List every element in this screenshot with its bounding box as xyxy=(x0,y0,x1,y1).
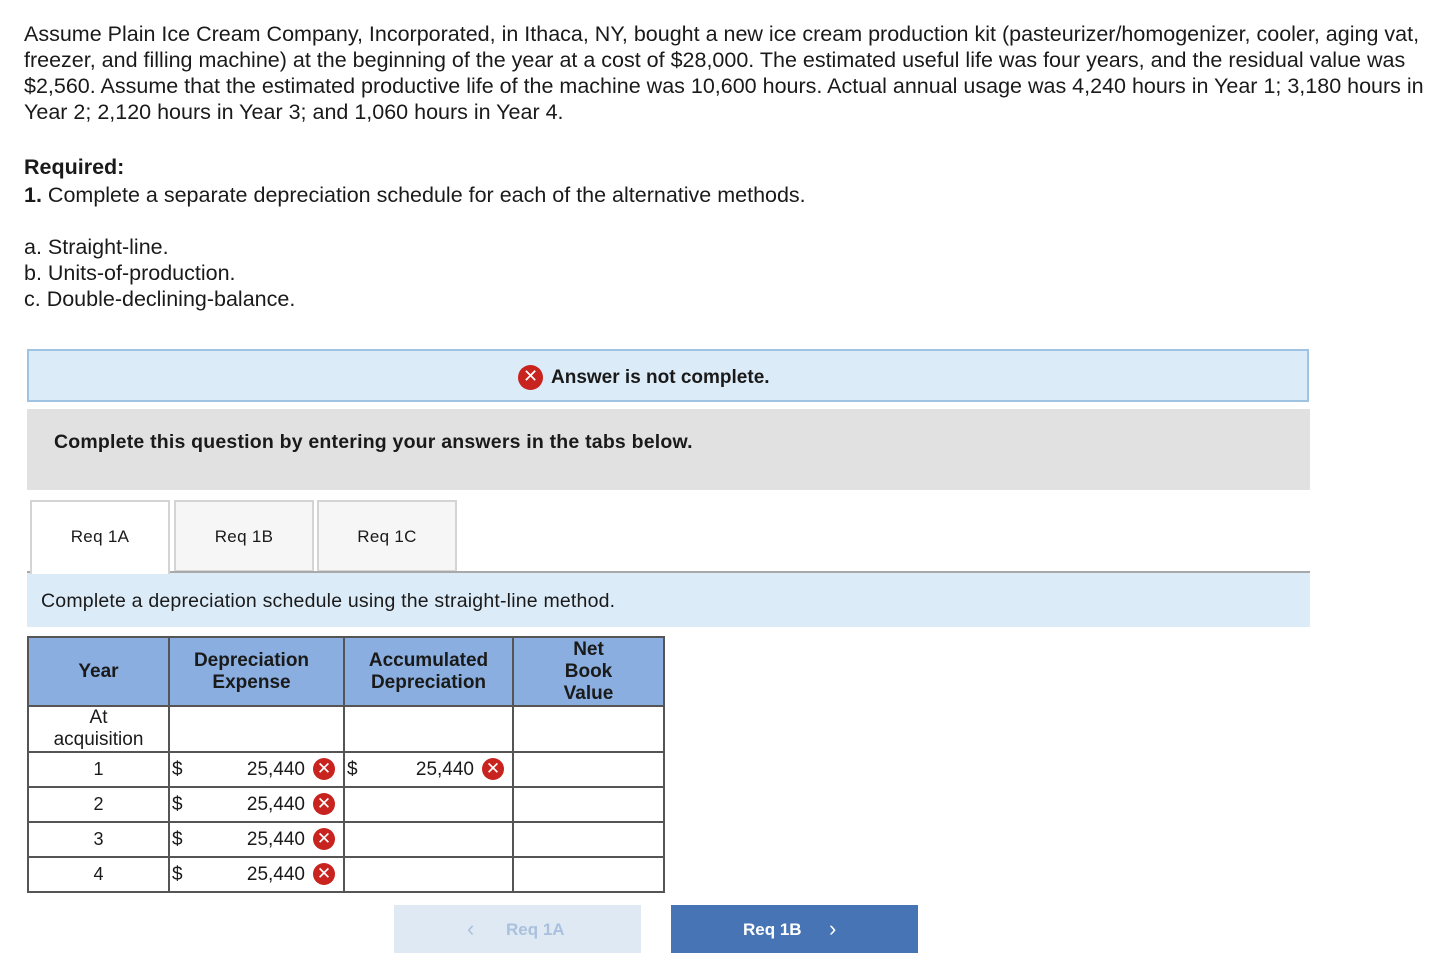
error-x-icon: ✕ xyxy=(313,863,335,885)
required-item xyxy=(24,183,806,208)
tab-req-1c[interactable]: Req 1C xyxy=(317,500,457,572)
required-number: 1. xyxy=(24,183,42,207)
acc-cell[interactable] xyxy=(344,706,513,752)
prev-button[interactable] xyxy=(394,905,641,953)
error-x-icon: ✕ xyxy=(482,758,504,780)
currency-symbol: $ xyxy=(347,759,358,780)
currency-symbol: $ xyxy=(172,794,183,815)
option-straight-line: a. Straight-line. xyxy=(24,235,169,259)
chevron-left-icon: ‹ xyxy=(467,916,475,941)
dep-cell[interactable] xyxy=(169,787,344,822)
nbv-cell[interactable] xyxy=(513,822,664,857)
subtitle: Complete a depreciation schedule using the straight-line method. xyxy=(41,590,616,612)
header-year: Year xyxy=(28,637,169,706)
year-cell: 4 xyxy=(28,857,169,892)
header-accumulated-depreciation: Accumulated Depreciation xyxy=(344,637,513,706)
currency-symbol: $ xyxy=(172,829,183,850)
option-units-of-production: b. Units-of-production. xyxy=(24,261,236,285)
chevron-right-icon: › xyxy=(829,916,837,941)
error-x-icon: ✕ xyxy=(313,758,335,780)
instructions-panel xyxy=(27,409,1310,490)
x-circle-icon: ✕ xyxy=(518,365,543,390)
dep-cell[interactable] xyxy=(169,706,344,752)
dep-cell[interactable] xyxy=(169,857,344,892)
required-text: Complete a separate depreciation schedule for each of the alternative methods. xyxy=(47,183,806,207)
problem-text: Assume Plain Ice Cream Company, Incorporated, in Ithaca, NY, bought a new ice cream production kit (pasteurizer/homogenizer, cooler, aging vat, freezer, and filling machine) at the beginning of the year at a cost of $28,000. The estimated useful life was four years, and the residual value was $2,560. Assume that the estimated productive life of the machine was 10,600 hours. Actual annual usage was 4,240 hours in Year 1; 3,180 hours in Year 2; 2,120 hours in Year 3; and 1,060 hours in Year 4. xyxy=(24,22,1424,124)
tab-req-1b[interactable]: Req 1B xyxy=(174,500,314,572)
table-header-row xyxy=(28,637,664,706)
table-row xyxy=(28,857,664,892)
currency-symbol: $ xyxy=(172,759,183,780)
dep-cell[interactable] xyxy=(169,822,344,857)
nbv-cell[interactable] xyxy=(513,752,664,787)
table-row xyxy=(28,822,664,857)
currency-symbol: $ xyxy=(172,864,183,885)
instructions-text: Complete this question by entering your answers in the tabs below. xyxy=(54,431,693,453)
error-x-icon: ✕ xyxy=(313,793,335,815)
year-cell: 3 xyxy=(28,822,169,857)
tab-req-1a[interactable]: Req 1A xyxy=(30,500,170,574)
dep-amount[interactable]: 25,440 xyxy=(246,864,305,885)
table-row-acquisition xyxy=(28,706,664,752)
table-row xyxy=(28,787,664,822)
answer-status-banner xyxy=(27,349,1309,402)
status-message: Answer is not complete. xyxy=(551,366,770,388)
acc-cell[interactable] xyxy=(344,787,513,822)
acc-cell[interactable] xyxy=(344,822,513,857)
dep-amount[interactable]: 25,440 xyxy=(246,794,305,815)
year-cell: At acquisition xyxy=(28,706,169,752)
dep-amount[interactable]: 25,440 xyxy=(246,759,305,780)
next-button[interactable] xyxy=(671,905,918,953)
year-cell: 2 xyxy=(28,787,169,822)
year-cell: 1 xyxy=(28,752,169,787)
dep-cell[interactable] xyxy=(169,752,344,787)
acc-amount[interactable]: 25,440 xyxy=(415,759,474,780)
acc-cell[interactable] xyxy=(344,752,513,787)
acc-cell[interactable] xyxy=(344,857,513,892)
next-button-label: Req 1B xyxy=(743,920,802,939)
tab-content-header xyxy=(27,571,1310,627)
header-net-book-value: Net Book Value xyxy=(513,637,664,706)
depreciation-schedule-table xyxy=(27,636,665,893)
dep-amount[interactable]: 25,440 xyxy=(246,829,305,850)
prev-button-label: Req 1A xyxy=(506,920,565,939)
nbv-cell[interactable] xyxy=(513,706,664,752)
table-row xyxy=(28,752,664,787)
header-depreciation-expense: Depreciation Expense xyxy=(169,637,344,706)
required-heading: Required: xyxy=(24,155,125,179)
nbv-cell[interactable] xyxy=(513,857,664,892)
nbv-cell[interactable] xyxy=(513,787,664,822)
option-double-declining: c. Double-declining-balance. xyxy=(24,287,296,311)
error-x-icon: ✕ xyxy=(313,828,335,850)
